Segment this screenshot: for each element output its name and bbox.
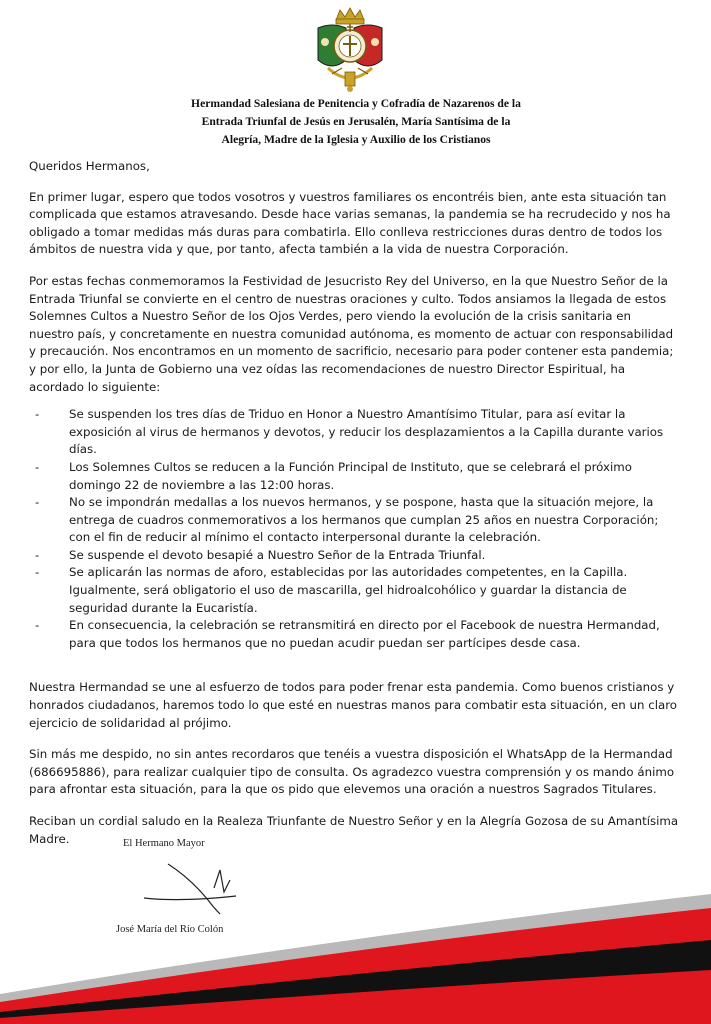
measures-list (29, 406, 679, 652)
measure-text: No se impondrán medallas a los nuevos hermanos, y se pospone, hasta que la situación mejore, la entrega de cuadros conmemorativos a los hermanos que cumplan 25 años en nuestra Corporación; con el fin de reducir al mínimo el contacto interpersonal durante la celebración. (69, 495, 659, 545)
title-line-2: Entrada Triunfal de Jesús en Jerusalén, María Santísima de la (201, 115, 511, 128)
list-item (29, 564, 679, 617)
footer-decoration (0, 884, 711, 1024)
title-line-3: Alegría, Madre de la Iglesia y Auxilio de los Cristianos (221, 133, 491, 146)
list-dash: - (35, 547, 40, 562)
letter-body (29, 158, 679, 848)
measure-text: Se suspenden los tres días de Triduo en Honor a Nuestro Amantísimo Titular, para así evitar la exposición al virus de hermanos y devotos, y reducir los desplazamientos a la Capilla durante varios días. (69, 407, 664, 457)
measure-text: En consecuencia, la celebración se retransmitirá en directo por el Facebook de nuestra Hermandad, para que todos los hermanos que no puedan acudir puedan ser partícipes desde casa. (69, 618, 660, 650)
paragraph-festivity: Por estas fechas conmemoramos la Festividad de Jesucristo Rey del Universo, en la que Nuestro Señor de la Entrada Triunfal se convierte en el centro de nuestras oraciones y culto. Todos ansiamos la llegada de estos Solemnes Cultos a Nuestro Señor de los Ojos Verdes, pero viendo la evolución de la crisis sanitaria en nuestro país, y concretamente en nuestra comunidad autónoma, es momento de actuar con responsabilidad y precaución. Nos encontramos en un momento de sacrificio, necesario para poder contener esta pandemia; y por ello, la Junta de Gobierno una vez oídas las recomendaciones de nuestro Director Espiritual, ha acordado lo siguiente: (29, 273, 674, 394)
salutation: Queridos Hermanos, (29, 159, 150, 173)
paragraph-solidarity: Nuestra Hermandad se une al esfuerzo de todos para poder frenar esta pandemia. Como buenos cristianos y honrados ciudadanos, haremos todo lo que esté en nuestras manos para combatir esta situación, en un claro ejercicio de solidaridad al prójimo. (29, 680, 678, 730)
list-dash: - (35, 565, 40, 580)
list-item (29, 617, 679, 652)
coat-of-arms-icon (312, 6, 388, 94)
list-dash: - (35, 407, 40, 422)
brotherhood-title (170, 95, 542, 149)
title-line-1: Hermandad Salesiana de Penitencia y Cofradía de Nazarenos de la (191, 97, 521, 110)
measure-text: Se aplicarán las normas de aforo, establecidas por las autoridades competentes, en la Capilla. Igualmente, será obligatorio el uso de mascarilla, gel hidroalcohólico y guardar la distancia de seguridad durante la Eucaristía. (69, 565, 628, 615)
signature-icon (140, 858, 260, 918)
list-dash: - (35, 618, 40, 633)
paragraph-farewell: Sin más me despido, no sin antes recordaros que tenéis a vuestra disposición el WhatsApp de la Hermandad (686695886), para realizar cualquier tipo de consulta. Os agradezco vuestra comprensión y os mando ánimo para afrontar esta situación, para la que os pido que elevemos una oración a nuestros Sagrados Titulares. (29, 747, 675, 797)
list-item (29, 406, 679, 459)
list-dash: - (35, 495, 40, 510)
list-item (29, 494, 679, 547)
measure-text: Se suspende el devoto besapié a Nuestro Señor de la Entrada Triunfal. (69, 547, 486, 562)
signer-role: El Hermano Mayor (123, 838, 205, 849)
measure-text: Los Solemnes Cultos se reducen a la Función Principal de Instituto, que se celebrará el próximo domingo 22 de noviembre a las 12:00 horas. (69, 459, 633, 492)
list-item (29, 459, 679, 494)
signer-name: José María del Río Colón (116, 924, 224, 935)
paragraph-greeting: Reciban un cordial saludo en la Realeza Triunfante de Nuestro Señor y en la Alegría Gozosa de su Amantísima Madre. (29, 814, 679, 846)
paragraph-intro: En primer lugar, espero que todos vosotros y vuestros familiares os encontréis bien, ante esta situación tan complicada que estamos atravesando. Desde hace varias semanas, la pandemia se ha recrudecido y nos ha obligado a tomar medidas más duras para combatirla. Ello conlleva restricciones duras dentro de todos los ámbitos de nuestra vida y que, por tanto, afecta también a la vida de nuestra Corporación. (29, 189, 671, 257)
list-dash: - (35, 459, 40, 474)
list-item (29, 547, 679, 565)
